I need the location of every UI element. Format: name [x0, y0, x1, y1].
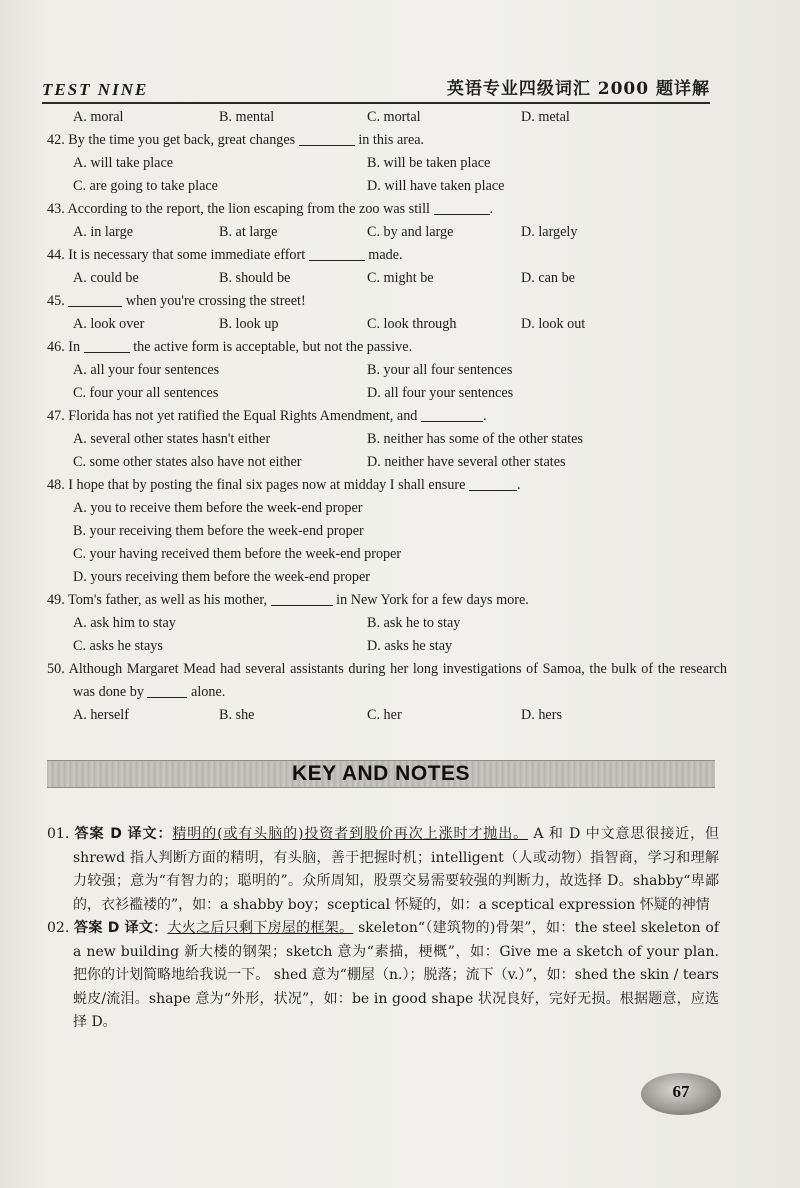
question-44: 44. It is necessary that some immediate effort made.: [47, 247, 403, 263]
question-49: 49. Tom's father, as well as his mother, in New York for a few days more.: [47, 592, 529, 608]
q43-options: [47, 221, 727, 244]
option: C. your having received them before the week-end proper: [73, 546, 402, 562]
option: A. you to receive them before the week-end proper: [73, 500, 363, 516]
option: C. look through: [367, 316, 457, 332]
option: A. look over: [73, 316, 145, 332]
option: A. could be: [73, 270, 139, 286]
question-50: 50. Although Margaret Mead had several assistants during her long investigations of Samoa, the bulk of the research was done by alone.: [47, 661, 727, 700]
question-42: 42. By the time you get back, great changes in this area.: [47, 132, 425, 148]
answer-blank: [309, 246, 365, 261]
option: A. ask him to stay: [73, 615, 176, 631]
answer-blank: [421, 407, 483, 422]
q42-options: [47, 152, 727, 198]
q46-options: [47, 359, 727, 405]
option: D. look out: [521, 316, 586, 332]
option: D. will have taken place: [367, 178, 505, 194]
option: B. your receiving them before the week-end proper: [73, 523, 364, 539]
option: B. at large: [219, 224, 278, 240]
option: A. will take place: [73, 155, 174, 171]
note-body: A 和 D 中文意思很接近，但 shrewd 指人判断方面的精明，有头脑，善于把握时机；intelligent（人或动物）指智商，学习和理解力较强；意为“有智力的；聪明的”。众所周知，股票交易需要较强的判断力，故选择 D。shabby“卑鄙的，衣衫褴褛的”，如：a shabby boy；sceptical 怀疑的，如：a sceptical expression 怀疑的神情: [73, 826, 719, 913]
answer-blank: [434, 200, 490, 215]
answer-blank: [299, 131, 355, 146]
q44-options: [47, 267, 727, 290]
option: B. mental: [219, 109, 275, 125]
option: B. will be taken place: [367, 155, 491, 171]
option: A. all your four sentences: [73, 362, 220, 378]
translation: 精明的(或有头脑的)投资者到股价再次上涨时才抛出。: [172, 826, 529, 842]
note-body: skeleton“（建筑物的)骨架”，如：the steel skeleton of a new building 新大楼的钢架；sketch 意为“素描，梗概”，如：Give me a sketch of your plan. 把你的计划简略地给我说一下。 shed 意为“棚屋（n.）；脱落；流下（v.）”，如：shed the skin / tears 蜕皮/流泪。shape 意为“外形，状况”，如：be in good shape 状况良好，完好无损。根据题意，应选择 D。: [73, 920, 719, 1030]
q49-options: [47, 612, 727, 658]
option: B. your all four sentences: [367, 362, 513, 378]
option: C. might be: [367, 270, 434, 286]
answer-label: 答案 D 译文：: [74, 920, 168, 936]
option: C. are going to take place: [73, 178, 218, 194]
option: D. metal: [521, 109, 570, 125]
question-45: 45. when you're crossing the street!: [47, 293, 306, 309]
option: B. neither has some of the other states: [367, 431, 583, 447]
answer-blank: [469, 476, 517, 491]
page-number: 67: [672, 1082, 690, 1101]
option: A. moral: [73, 109, 124, 125]
option: D. all four your sentences: [367, 385, 514, 401]
q47-options: [47, 428, 727, 474]
header-test-title: TEST NINE: [42, 80, 149, 99]
option: C. her: [367, 707, 402, 723]
option: C. by and large: [367, 224, 454, 240]
key-and-notes-title: KEY AND NOTES: [291, 762, 471, 785]
answer-blank: [271, 591, 333, 606]
option: A. several other states hasn't either: [73, 431, 271, 447]
option: B. she: [219, 707, 255, 723]
option: D. asks he stay: [367, 638, 453, 654]
option: A. herself: [73, 707, 129, 723]
question-43: 43. According to the report, the lion escaping from the zoo was still .: [47, 201, 494, 217]
option: D. largely: [521, 224, 578, 240]
question-48: 48. I hope that by posting the final six pages now at midday I shall ensure .: [47, 477, 521, 493]
option: D. neither have several other states: [367, 454, 566, 470]
answer-blank: [68, 292, 122, 307]
header-book-title: 英语专业四级词汇 2000 题详解: [446, 79, 710, 99]
page-header: [42, 72, 710, 104]
note-01: 01. 答案 D 译文：精明的(或有头脑的)投资者到股价再次上涨时才抛出。 A 和 D 中文意思很接近，但 shrewd 指人判断方面的精明，有头脑，善于把握时机；intelligent（人或动物）指智商，学习和理解力较强；意为“有智力的；聪明的”。众所周知，股票交易需要较强的判断力，故选择 D。shabby“卑鄙的，衣衫褴褛的”，如：a shabby boy；sceptical 怀疑的，如：a sceptical expression 怀疑的神情: [47, 826, 719, 913]
question-47: 47. Florida has not yet ratified the Equal Rights Amendment, and .: [47, 408, 487, 424]
answer-blank: [147, 683, 187, 698]
option: D. can be: [521, 270, 575, 286]
page-number-badge: [641, 1073, 721, 1115]
question-46: 46. In the active form is acceptable, but not the passive.: [47, 339, 413, 355]
option: C. some other states also have not either: [73, 454, 302, 470]
option: C. four your all sentences: [73, 385, 219, 401]
q41-options: [47, 106, 727, 129]
translation: 大火之后只剩下房屋的框架。: [167, 920, 354, 936]
answer-blank: [84, 338, 130, 353]
option: C. mortal: [367, 109, 421, 125]
option: C. asks he stays: [73, 638, 163, 654]
key-and-notes-banner: [47, 760, 715, 788]
q48-options: [47, 497, 727, 589]
q45-options: [47, 313, 727, 336]
q50-options: [47, 704, 727, 727]
option: D. yours receiving them before the week-end proper: [73, 569, 371, 585]
option: B. look up: [219, 316, 279, 332]
option: B. should be: [219, 270, 291, 286]
option: D. hers: [521, 707, 562, 723]
note-02: 02. 答案 D 译文：大火之后只剩下房屋的框架。 skeleton“（建筑物的)骨架”，如：the steel skeleton of a new building 新大楼的钢架；sketch 意为“素描，梗概”，如：Give me a sketch of your plan. 把你的计划简略地给我说一下。 shed 意为“棚屋（n.）；脱落；流下（v.）”，如：shed the skin / tears 蜕皮/流泪。shape 意为“外形，状况”，如：be in good shape 状况良好，完好无损。根据题意，应选择 D。: [47, 920, 719, 1030]
questions-section: [47, 106, 727, 727]
option: A. in large: [73, 224, 134, 240]
notes-section: [47, 823, 719, 1035]
option: B. ask he to stay: [367, 615, 461, 631]
answer-label: 答案 D 译文：: [74, 826, 173, 842]
